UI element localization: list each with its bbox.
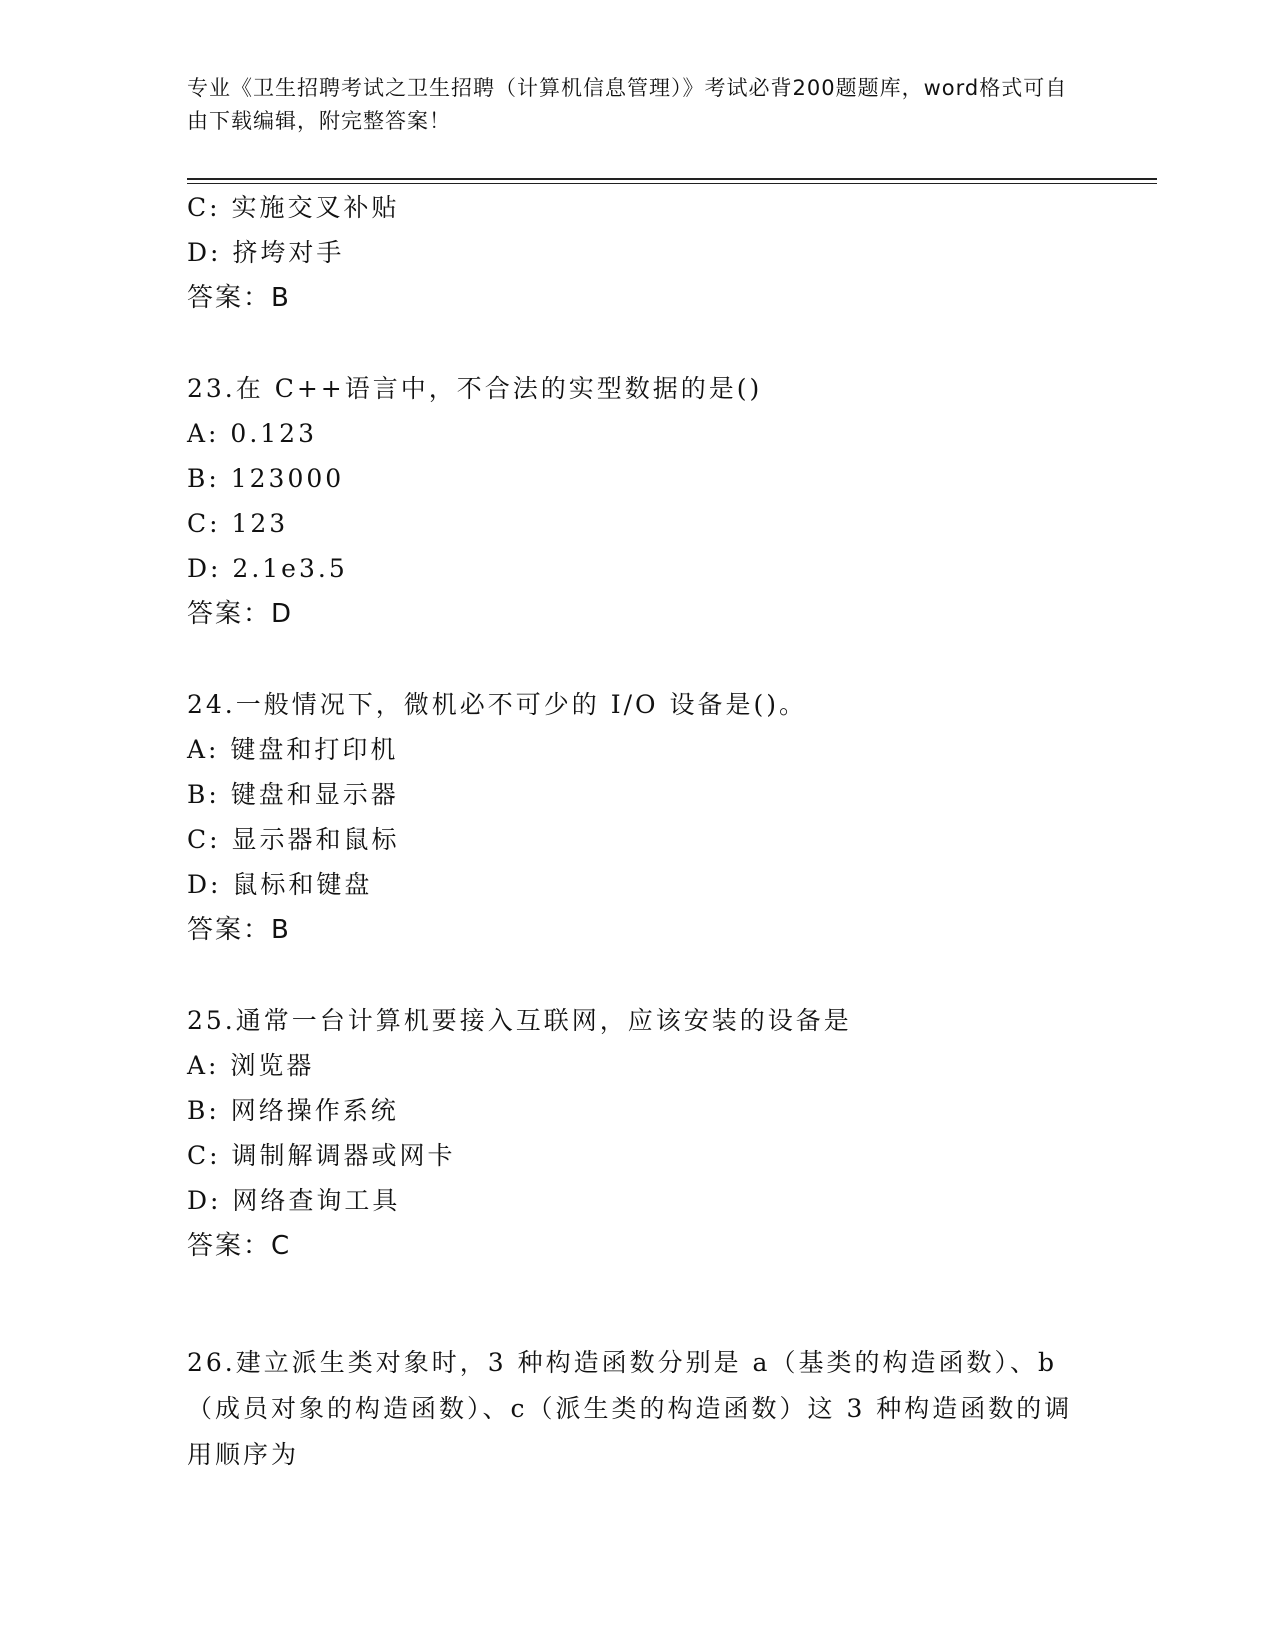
q23-option-c: C: 123 [187, 509, 289, 538]
q22-answer: 答案：B [187, 283, 291, 313]
q24-answer: 答案：B [187, 915, 291, 945]
q24-option-d: D: 鼠标和键盘 [187, 870, 373, 899]
q22-option-c: C: 实施交叉补贴 [187, 193, 400, 222]
q25-option-d: D: 网络查询工具 [187, 1186, 401, 1215]
header-divider-thin [187, 183, 1157, 184]
q23-option-a: A: 0.123 [187, 419, 317, 448]
q23-question: 23.在 C++语言中，不合法的实型数据的是() [187, 374, 763, 403]
document-header: 专业《卫生招聘考试之卫生招聘（计算机信息管理）》考试必背200题题库，word格式可自由下载编辑，附完整答案！ [187, 76, 1068, 133]
q26-question: 26.建立派生类对象时，3 种构造函数分别是 a（基类的构造函数）、b（成员对象的构造函数）、c（派生类的构造函数）这 3 种构造函数的调用顺序为 [187, 1348, 1073, 1469]
q23-answer: 答案：D [187, 599, 294, 629]
q25-option-c: C: 调制解调器或网卡 [187, 1141, 456, 1170]
q24-question: 24.一般情况下，微机必不可少的 I/O 设备是()。 [187, 690, 807, 719]
q25-question: 25.通常一台计算机要接入互联网，应该安装的设备是 [187, 1006, 852, 1035]
q23-option-d: D: 2.1e3.5 [187, 554, 348, 583]
q23-option-b: B: 123000 [187, 464, 345, 493]
header-divider [187, 178, 1157, 180]
q22-option-d: D: 挤垮对手 [187, 238, 345, 267]
q24-option-a: A: 键盘和打印机 [187, 735, 399, 764]
q24-option-b: B: 键盘和显示器 [187, 780, 399, 809]
q24-option-c: C: 显示器和鼠标 [187, 825, 400, 854]
q25-option-a: A: 浏览器 [187, 1051, 315, 1080]
q25-option-b: B: 网络操作系统 [187, 1096, 399, 1125]
q25-answer: 答案：C [187, 1231, 292, 1261]
